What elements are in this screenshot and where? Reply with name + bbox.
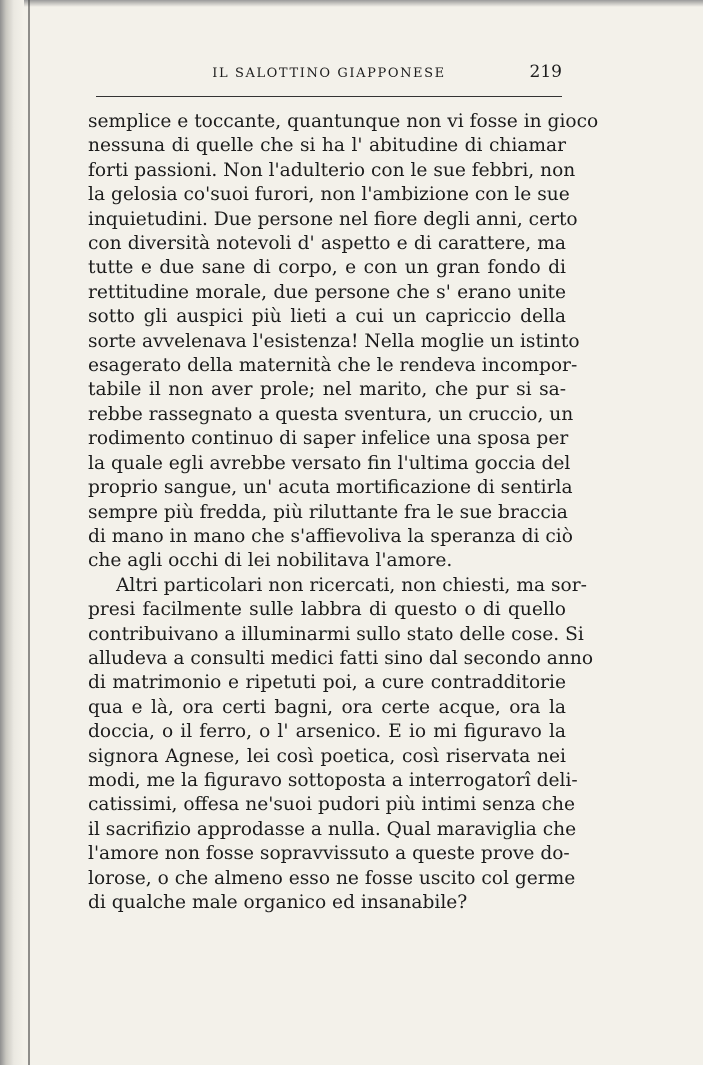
header-rule <box>96 96 562 97</box>
text-line: la gelosia co'suoi furori, non l'ambizione con le sue <box>88 184 570 206</box>
text-line: sotto gli auspici più lieti a cui un capriccio della <box>88 306 566 328</box>
body-text <box>88 110 599 915</box>
text-line: rodimento continuo di saper infelice una sposa per <box>88 428 569 450</box>
text-line: rebbe rassegnato a questa sventura, un cruccio, un <box>88 403 574 425</box>
text-line: proprio sangue, un' acuta mortificazione di sentirla <box>88 477 573 499</box>
gutter-line <box>28 0 30 1065</box>
paragraph-end-line: di qualche male organico ed insanabile? <box>88 892 468 913</box>
running-header <box>96 58 562 88</box>
text-line: rettitudine morale, due persone che s' erano unite <box>88 281 566 303</box>
text-line: forti passioni. Non l'adulterio con le sue febbri, non <box>88 159 576 181</box>
text-line: modi, me la figuravo sottoposta a interrogatorî deli- <box>88 769 578 791</box>
text-line: di mano in mano che s'affievoliva la speranza di ciò <box>88 525 573 547</box>
text-line: lorose, o che almeno esso ne fosse uscito col germe <box>88 867 576 889</box>
text-line: contribuivano a illuminarmi sullo stato delle cose. Si <box>88 623 584 645</box>
paragraph-end-line: che agli occhi di lei nobilitava l'amore. <box>88 550 453 572</box>
text-line: la quale egli avrebbe versato fin l'ultima goccia del <box>88 452 571 474</box>
page-number: 219 <box>529 62 562 82</box>
paragraph-first-line: Altri particolari non ricercati, non chiesti, ma sor- <box>116 574 587 596</box>
text-line: signora Agnese, lei così poetica, così riservata nei <box>88 745 566 767</box>
text-line: presi facilmente sulle labbra di questo o di quello <box>88 599 566 621</box>
text-line: tabile il non aver prole; nel marito, che pur si sa- <box>88 379 566 401</box>
text-line: sempre più fredda, più riluttante fra le sue braccia <box>88 501 568 523</box>
text-line: sorte avvelenava l'esistenza! Nella moglie un istinto <box>88 330 580 352</box>
text-line: catissimi, offesa ne'suoi pudori più intimi senza che <box>88 794 575 816</box>
text-line: il sacrifizio approdasse a nulla. Qual maraviglia che <box>88 818 577 840</box>
book-gutter-shadow <box>0 0 24 1065</box>
text-line: semplice e toccante, quantunque non vi fosse in gioco <box>88 111 599 132</box>
text-line: tutte e due sane di corpo, e con un gran fondo di <box>88 257 566 279</box>
text-line: nessuna di quelle che si ha l' abitudine di chiamar <box>88 135 566 157</box>
text-line: esagerato della maternità che le rendeva incompor- <box>88 355 578 377</box>
text-line: qua e là, ora certi bagni, ora certe acque, ora la <box>88 696 566 718</box>
running-title: IL SALOTTINO GIAPPONESE <box>212 66 446 81</box>
text-line: l'amore non fosse sopravvissuto a queste prove do- <box>88 843 570 865</box>
text-line: con diversità notevoli d' aspetto e di carattere, ma <box>88 233 566 255</box>
page-top-edge <box>0 0 703 7</box>
text-line: inquietudini. Due persone nel fiore degli anni, certo <box>88 208 578 230</box>
text-line: di matrimonio e ripetuti poi, a cure contradditorie <box>88 672 566 694</box>
text-line: alludeva a consulti medici fatti sino dal secondo anno <box>88 647 594 669</box>
text-line: doccia, o il ferro, o l' arsenico. E io mi figuravo la <box>88 721 566 743</box>
